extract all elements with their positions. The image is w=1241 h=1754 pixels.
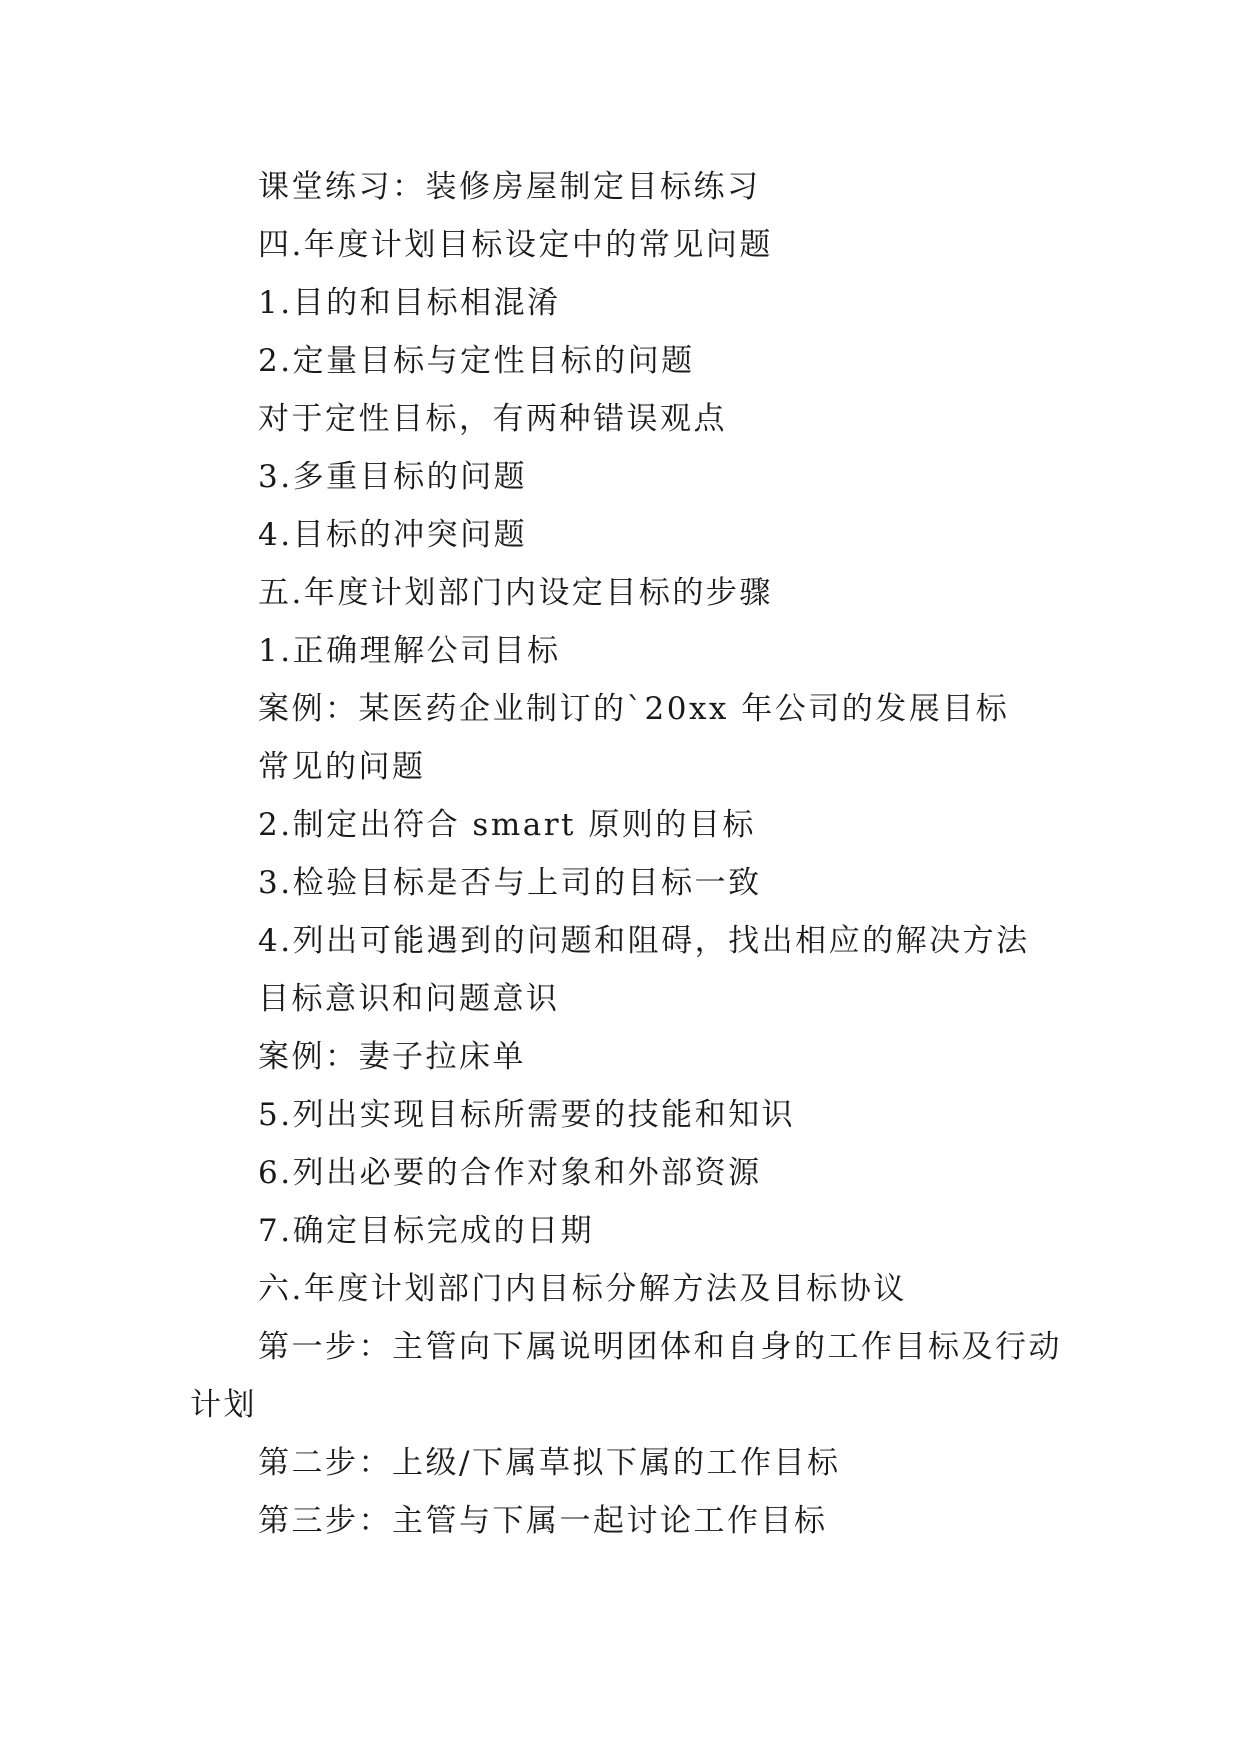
section-heading: 六.年度计划部门内目标分解方法及目标协议 [258, 1271, 907, 1307]
text-line: 课堂练习：装修房屋制定目标练习 [258, 169, 761, 205]
list-item: 6.列出必要的合作对象和外部资源 [258, 1155, 762, 1191]
list-item: 2.定量目标与定性目标的问题 [258, 343, 695, 379]
list-item: 2.制定出符合 smart 原则的目标 [258, 807, 756, 843]
document-body [190, 158, 1070, 1550]
list-item: 1.目的和目标相混淆 [258, 285, 561, 321]
text-line: 目标意识和问题意识 [258, 981, 560, 1017]
text-line: 常见的问题 [258, 749, 426, 785]
step-line-continuation: 计划 [190, 1387, 257, 1423]
text-line: 案例：某医药企业制订的`20xx 年公司的发展目标 [258, 691, 1010, 727]
list-item: 1.正确理解公司目标 [258, 633, 561, 669]
step-line: 第三步：主管与下属一起讨论工作目标 [258, 1503, 828, 1539]
list-item: 4.列出可能遇到的问题和阻碍，找出相应的解决方法 [258, 923, 1030, 959]
list-item: 5.列出实现目标所需要的技能和知识 [258, 1097, 796, 1133]
step-line: 第二步：上级/下属草拟下属的工作目标 [258, 1445, 841, 1481]
list-item: 4.目标的冲突问题 [258, 517, 528, 553]
section-heading: 五.年度计划部门内设定目标的步骤 [258, 575, 773, 611]
section-heading: 四.年度计划目标设定中的常见问题 [258, 227, 773, 263]
list-item: 7.确定目标完成的日期 [258, 1213, 595, 1249]
text-line: 对于定性目标，有两种错误观点 [258, 401, 727, 437]
step-line: 第一步：主管向下属说明团体和自身的工作目标及行动 [258, 1329, 1062, 1365]
list-item: 3.检验目标是否与上司的目标一致 [258, 865, 762, 901]
text-line: 案例：妻子拉床单 [258, 1039, 526, 1075]
list-item: 3.多重目标的问题 [258, 459, 528, 495]
